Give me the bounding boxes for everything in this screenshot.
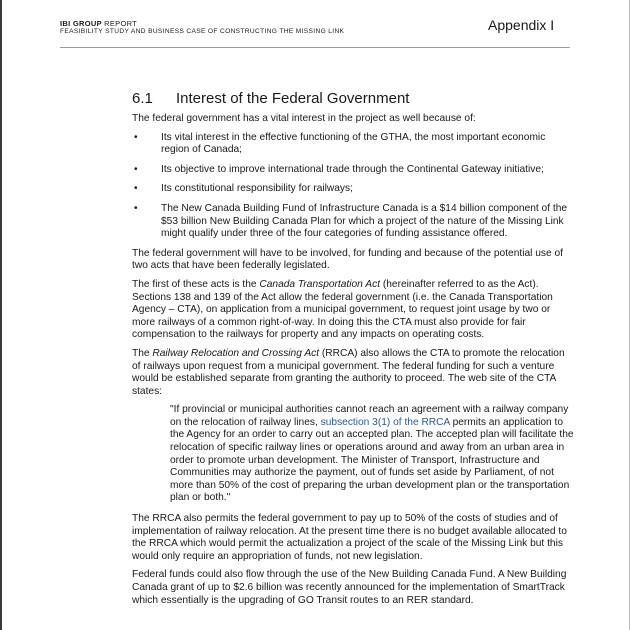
header-divider bbox=[60, 47, 570, 48]
header-subtitle: FEASIBILITY STUDY AND BUSINESS CASE OF CONSTRUCTING THE MISSING LINK bbox=[60, 28, 345, 35]
bullet-text: Its objective to improve international trade through the Continental Gateway initiative; bbox=[161, 163, 544, 175]
bullet-item bbox=[132, 164, 574, 177]
page-left-edge bbox=[0, 0, 2, 630]
bullet-icon: • bbox=[134, 183, 138, 195]
bullet-icon: • bbox=[134, 131, 138, 143]
header-report: REPORT bbox=[104, 19, 138, 28]
paragraph-involvement: The federal government will have to be involved, for funding and because of the potential use of two acts that have been federally legislated. bbox=[132, 247, 563, 272]
intro-paragraph: The federal government has a vital interest in the project as well because of: bbox=[132, 113, 476, 124]
section-title: Interest of the Federal Government bbox=[176, 90, 410, 107]
act-title: Railway Relocation and Crossing Act bbox=[152, 347, 320, 359]
document-body bbox=[132, 89, 574, 613]
paragraph-text: (RRCA) also allows the CTA to promote the relocation of railways upon request from a municipal government. The federal funding for such a venture would be established separate from granting the authority to proceed. The web site of the CTA states: bbox=[132, 347, 565, 397]
cta-quote bbox=[170, 404, 574, 505]
paragraph-text: (hereinafter referred to as the Act). Sections 138 and 139 of the Act allow the federal government (i.e. the Canada Transportation Agency – CTA), on application from a municipal government, to request joint usage by two or more railways of a common right-of-way. In doing this the CTA must also provide for fair compensation to the railways for property and any impacts on operating costs. bbox=[132, 278, 553, 341]
paragraph-transportation-act bbox=[132, 279, 574, 342]
appendix-label: Appendix I bbox=[488, 17, 555, 33]
quote-text: permits an application to the Agency for an order to carry out an accepted plan. The accepted plan will facilitate the relocation of specific railway lines or operations around and away from an urban area in order to promote urban development. The Minister of Transport, Infrastructure and Communities may authorize the payment, out of funds set aside by Parliament, of not more than 50% of the cost of preparing the urban development plan or the transportation plan or both." bbox=[170, 416, 574, 504]
bullet-text: Its constitutional responsibility for railways; bbox=[161, 183, 353, 195]
bullet-item bbox=[132, 203, 574, 241]
bullet-item bbox=[132, 132, 574, 157]
paragraph-rrca-funding: The RRCA also permits the federal government to pay up to 50% of the costs of studies and of implementation of railway relocation. At the present time there is no budget available allocated to the RRCA which would permit the actualization a project of the scale of the Missing Link but this would only require an appropriation of funds, not new legislation. bbox=[132, 513, 567, 562]
paragraph-text: The bbox=[132, 347, 153, 359]
quote-text: "If provincial or municipal authorities cannot reach an agreement with a railway company on the relocation of railway lines, bbox=[170, 404, 569, 428]
bullet-list bbox=[132, 132, 574, 241]
report-header bbox=[60, 19, 137, 28]
act-title: Canada Transportation Act bbox=[259, 278, 381, 290]
bullet-text: Its vital interest in the effective functioning of the GTHA, the most important economic region of Canada; bbox=[161, 131, 546, 156]
header-org: IBI GROUP bbox=[60, 19, 102, 28]
bullet-icon: • bbox=[134, 202, 138, 214]
bullet-item bbox=[132, 183, 574, 196]
bullet-icon: • bbox=[134, 163, 138, 175]
paragraph-rrca bbox=[132, 348, 574, 398]
rrca-subsection-link[interactable]: subsection 3(1) of the RRCA bbox=[320, 416, 450, 428]
section-number: 6.1 bbox=[132, 90, 153, 107]
paragraph-building-canada: Federal funds could also flow through the use of the New Building Canada Fund. A New Building Canada grant of up to $2.6 billion was recently announced for the implementation of SmartTrack which essentially is the upgrading of GO Transit routes to an RER standard. bbox=[132, 569, 567, 606]
bullet-text: The New Canada Building Fund of Infrastructure Canada is a $14 billion component of the $53 billion New Building Canada Plan for which a project of the nature of the Missing Link might qualify under three of the four categories of funding assistance offered. bbox=[161, 202, 568, 240]
section-heading bbox=[132, 89, 574, 108]
paragraph-text: The first of these acts is the bbox=[132, 278, 260, 290]
